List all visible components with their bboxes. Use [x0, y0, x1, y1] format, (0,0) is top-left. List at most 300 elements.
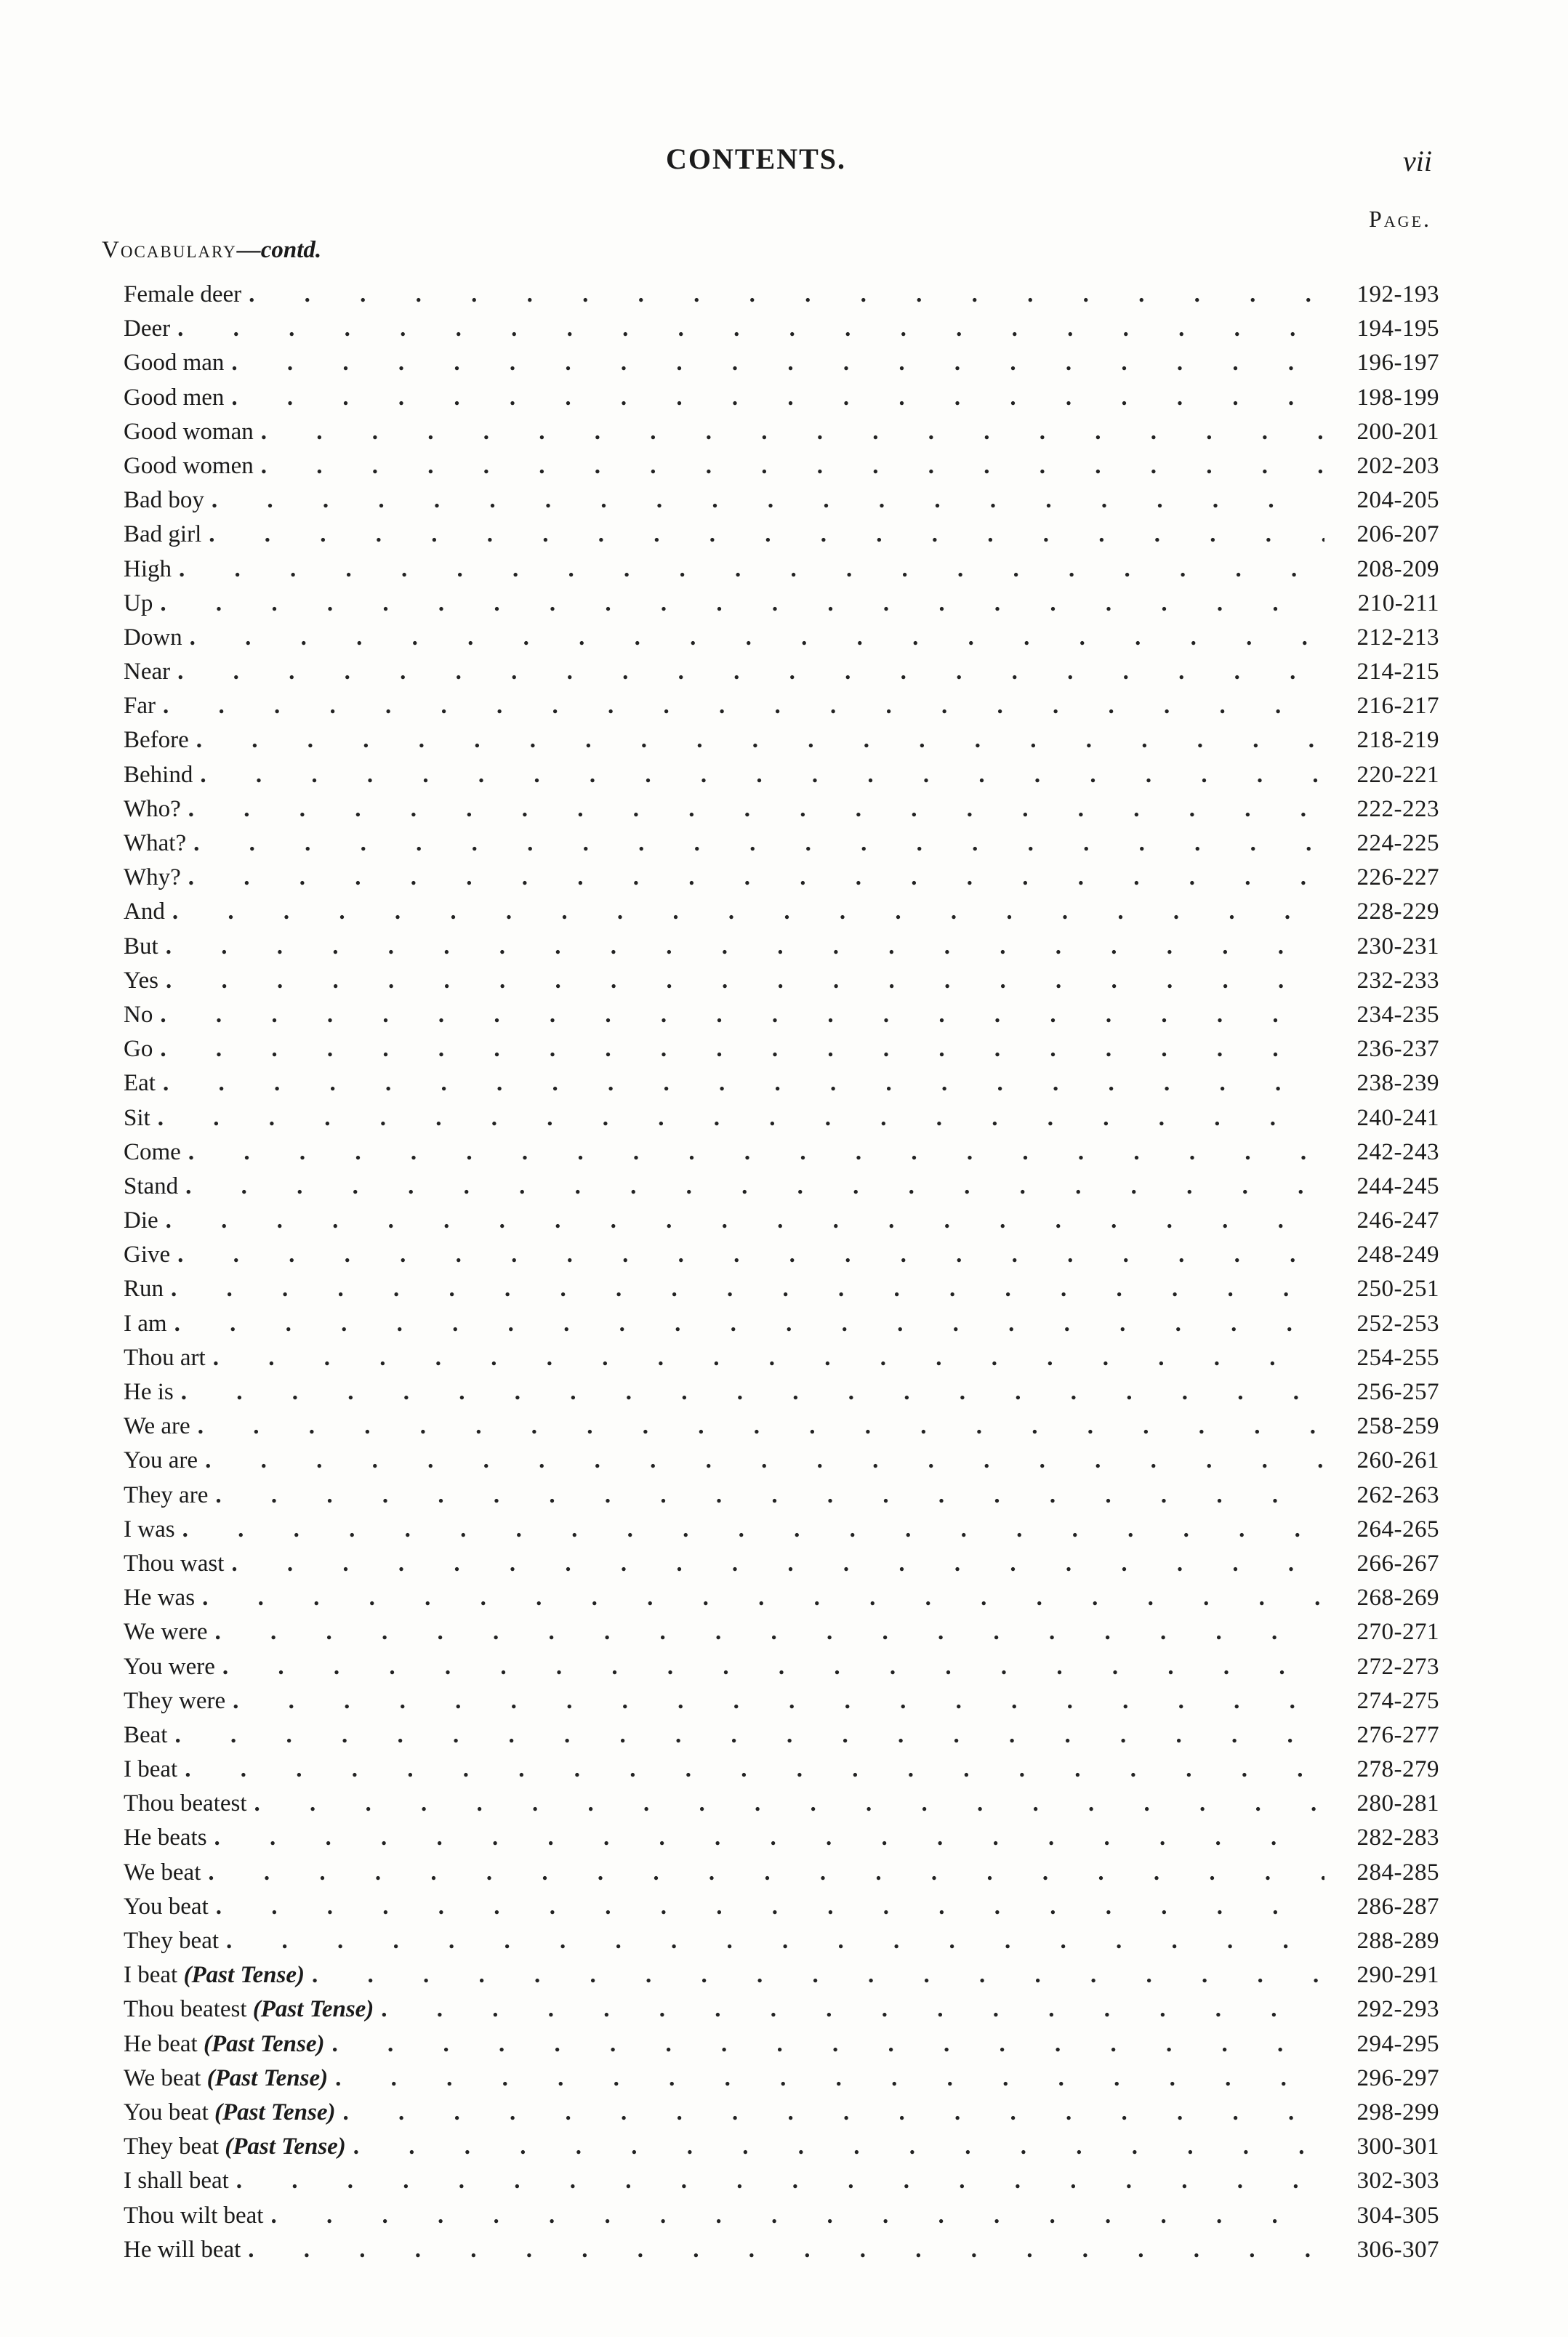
entry-page-range: 268-269: [1356, 1585, 1439, 1612]
entry-title: Bad boy: [124, 487, 204, 514]
entry-label: [124, 1684, 233, 1718]
contents-entry: [124, 964, 1439, 998]
entry-label: [124, 792, 188, 826]
entry-page-range: 198-199: [1356, 384, 1439, 411]
entry-title: Run: [124, 1276, 164, 1303]
entry-page-range: 200-201: [1356, 418, 1439, 445]
entry-page-range: 270-271: [1356, 1619, 1439, 1646]
dot-leader: [185, 1753, 1324, 1787]
entry-page-range: 212-213: [1356, 624, 1439, 651]
dot-leader: [188, 792, 1324, 826]
entry-page-range: 272-273: [1356, 1653, 1439, 1680]
contents-entry: [124, 1479, 1439, 1513]
dot-leader: [261, 415, 1324, 449]
entry-title: We beat: [124, 1859, 201, 1886]
dot-leader: [213, 1341, 1324, 1375]
entry-page-range: 262-263: [1356, 1481, 1439, 1508]
entry-title: They were: [124, 1687, 226, 1714]
dot-leader: [215, 1615, 1324, 1649]
contents-entry: [124, 1375, 1439, 1409]
dot-leader: [177, 312, 1324, 346]
entry-label: [124, 1787, 254, 1821]
dot-leader: [226, 1924, 1324, 1958]
entry-label: [124, 1547, 231, 1581]
entry-title: Up: [124, 590, 153, 616]
entry-title: You beat: [124, 1893, 209, 1920]
entry-tense-note: (Past Tense): [252, 1996, 374, 2023]
entry-title: We beat: [124, 2064, 201, 2091]
entry-title: Come: [124, 1138, 181, 1165]
dot-leader: [177, 1238, 1324, 1272]
entry-title: Yes: [124, 967, 159, 994]
dot-leader: [193, 826, 1324, 861]
contents-entry: [124, 621, 1439, 655]
contents-entry: [124, 723, 1439, 757]
entry-label: [124, 1170, 185, 1204]
entry-label: [124, 415, 261, 449]
entry-title: Good women: [124, 452, 254, 479]
entry-title: Why?: [124, 864, 181, 891]
entry-label: [124, 1753, 185, 1787]
dot-leader: [231, 1547, 1324, 1581]
entry-label: [124, 1958, 312, 1992]
entry-title: What?: [124, 830, 187, 856]
entry-label: [124, 1513, 182, 1547]
entry-label: [124, 278, 249, 312]
entry-title: Good man: [124, 350, 225, 377]
contents-entry: [124, 1753, 1439, 1787]
dot-leader: [160, 587, 1324, 621]
entry-title: Thou beatest: [124, 1790, 247, 1817]
entry-page-range: 228-229: [1356, 898, 1439, 925]
entry-title: But: [124, 933, 158, 960]
entry-title: You are: [124, 1447, 198, 1474]
entry-label: [124, 1135, 188, 1170]
entry-page-range: 256-257: [1356, 1379, 1439, 1405]
contents-entry: [124, 1547, 1439, 1581]
entry-page-range: 296-297: [1356, 2064, 1439, 2091]
contents-entry: [124, 1066, 1439, 1101]
contents-entry: [124, 2199, 1439, 2233]
entry-title: I beat: [124, 1962, 178, 1989]
dot-leader: [163, 689, 1324, 723]
contents-entry: [124, 1787, 1439, 1821]
entry-label: [124, 964, 166, 998]
entry-label: [124, 1204, 166, 1238]
contents-entry: [124, 1821, 1439, 1855]
dot-leader: [212, 483, 1324, 518]
entry-label: [124, 1718, 174, 1753]
contents-entry: [124, 2233, 1439, 2267]
entry-label: [124, 1101, 158, 1135]
entry-label: [124, 826, 193, 861]
entry-label: [124, 1341, 213, 1375]
entry-title: They beat: [124, 2133, 220, 2160]
entry-title: Thou wast: [124, 1550, 225, 1577]
contents-entry: [124, 930, 1439, 964]
entry-title: You were: [124, 1653, 215, 1680]
contents-entry: [124, 1924, 1439, 1958]
entry-label: [124, 1066, 163, 1101]
dot-leader: [188, 1135, 1324, 1170]
entry-title: They beat: [124, 1928, 220, 1954]
entry-title: Deer: [124, 315, 171, 342]
dot-leader: [343, 2096, 1324, 2130]
entry-page-range: 214-215: [1356, 659, 1439, 685]
page-column-label: Page.: [1369, 206, 1432, 232]
entry-tense-note: (Past Tense): [183, 1962, 305, 1989]
entry-page-range: 278-279: [1356, 1756, 1439, 1783]
entry-page-range: 254-255: [1356, 1344, 1439, 1371]
entry-title: Thou wilt beat: [124, 2202, 264, 2229]
entry-page-range: 224-225: [1356, 830, 1439, 856]
entry-label: [124, 1650, 222, 1684]
contents-entry: [124, 552, 1439, 587]
entry-label: [124, 2233, 248, 2267]
dot-leader: [270, 2199, 1324, 2233]
entry-label: [124, 1409, 198, 1444]
entry-title: He beats: [124, 1825, 207, 1851]
dot-leader: [190, 621, 1324, 655]
contents-entry: [124, 1650, 1439, 1684]
entry-page-range: 236-237: [1356, 1036, 1439, 1063]
entry-page-range: 284-285: [1356, 1859, 1439, 1886]
entry-label: [124, 2062, 335, 2096]
entry-page-range: 302-303: [1356, 2168, 1439, 2195]
contents-list: [124, 278, 1439, 2267]
entry-title: They are: [124, 1481, 209, 1508]
contents-entry: [124, 792, 1439, 826]
contents-entry: [124, 2164, 1439, 2198]
dot-leader: [254, 1787, 1324, 1821]
contents-entry: [124, 346, 1439, 380]
contents-entry: [124, 895, 1439, 929]
entry-title: Thou art: [124, 1344, 206, 1371]
dot-leader: [249, 278, 1324, 312]
entry-title: Behind: [124, 761, 193, 788]
dot-leader: [174, 1307, 1324, 1341]
entry-page-range: 260-261: [1356, 1447, 1439, 1474]
contents-entry: [124, 2130, 1439, 2164]
entry-page-range: 244-245: [1356, 1172, 1439, 1199]
contents-entry: [124, 1170, 1439, 1204]
entry-page-range: 242-243: [1356, 1138, 1439, 1165]
dot-leader: [185, 1170, 1324, 1204]
entry-page-range: 280-281: [1356, 1790, 1439, 1817]
dot-leader: [163, 1066, 1324, 1101]
contents-entry: [124, 587, 1439, 621]
dot-leader: [209, 518, 1324, 552]
dot-leader: [182, 1513, 1324, 1547]
dot-leader: [331, 2027, 1324, 2062]
entry-page-range: 248-249: [1356, 1242, 1439, 1268]
dot-leader: [181, 1375, 1324, 1409]
dot-leader: [166, 1204, 1324, 1238]
dot-leader: [171, 1272, 1324, 1306]
contents-entry: [124, 1856, 1439, 1890]
entry-tense-note: (Past Tense): [203, 2030, 325, 2057]
entry-tense-note: (Past Tense): [225, 2133, 346, 2160]
dot-leader: [188, 861, 1324, 895]
entry-page-range: 210-211: [1357, 590, 1439, 616]
entry-title: Stand: [124, 1172, 179, 1199]
entry-page-range: 232-233: [1356, 967, 1439, 994]
entry-label: [124, 2096, 343, 2130]
entry-title: Before: [124, 727, 189, 754]
dot-leader: [381, 1992, 1324, 2027]
entry-title: Beat: [124, 1721, 168, 1748]
contents-entry: [124, 1341, 1439, 1375]
entry-label: [124, 1581, 202, 1615]
entry-label: [124, 723, 196, 757]
entry-page-range: 202-203: [1356, 452, 1439, 479]
entry-title: Far: [124, 693, 156, 720]
entry-page-range: 206-207: [1356, 521, 1439, 548]
entry-page-range: 264-265: [1356, 1516, 1439, 1542]
dot-leader: [222, 1650, 1324, 1684]
contents-entry: [124, 1581, 1439, 1615]
entry-title: He is: [124, 1379, 174, 1405]
entry-label: [124, 312, 177, 346]
contents-entry: [124, 655, 1439, 689]
entry-title: We were: [124, 1619, 208, 1646]
entry-title: He was: [124, 1585, 196, 1612]
entry-page-range: 240-241: [1356, 1104, 1439, 1131]
entry-page-range: 218-219: [1356, 727, 1439, 754]
entry-label: [124, 2199, 270, 2233]
dot-leader: [166, 964, 1324, 998]
contents-entry: [124, 2062, 1439, 2096]
entry-page-range: 266-267: [1356, 1550, 1439, 1577]
dot-leader: [208, 1856, 1324, 1890]
contents-entry: [124, 1307, 1439, 1341]
contents-entry: [124, 826, 1439, 861]
entry-label: [124, 895, 172, 929]
contents-entry: [124, 2096, 1439, 2130]
entry-label: [124, 1856, 208, 1890]
entry-label: [124, 930, 166, 964]
entry-page-range: 238-239: [1356, 1070, 1439, 1097]
contents-entry: [124, 449, 1439, 483]
contents-entry: [124, 312, 1439, 346]
contents-entry: [124, 1204, 1439, 1238]
entry-label: [124, 2130, 353, 2164]
entry-label: [124, 2164, 236, 2198]
entry-title: I beat: [124, 1756, 178, 1783]
entry-title: Who?: [124, 795, 181, 822]
dot-leader: [233, 1684, 1324, 1718]
entry-page-range: 226-227: [1356, 864, 1439, 891]
entry-label: [124, 483, 212, 518]
dot-leader: [214, 1821, 1324, 1855]
contents-entry: [124, 278, 1439, 312]
entry-label: [124, 1615, 215, 1649]
entry-page-range: 258-259: [1356, 1413, 1439, 1440]
dot-leader: [196, 723, 1324, 757]
entry-title: And: [124, 898, 165, 925]
entry-page-range: 306-307: [1356, 2236, 1439, 2263]
entry-title: Near: [124, 659, 171, 685]
dot-leader: [353, 2130, 1324, 2164]
contents-entry: [124, 1272, 1439, 1306]
entry-label: [124, 518, 209, 552]
entry-label: [124, 861, 188, 895]
entry-title: Die: [124, 1207, 158, 1234]
dot-leader: [236, 2164, 1324, 2198]
contents-entry: [124, 1238, 1439, 1272]
entry-title: He will beat: [124, 2236, 241, 2263]
entry-page-range: 246-247: [1356, 1207, 1439, 1234]
entry-label: [124, 381, 231, 415]
contents-entry: [124, 1718, 1439, 1753]
dot-leader: [335, 2062, 1324, 2096]
entry-label: [124, 998, 160, 1032]
entry-title: I am: [124, 1310, 167, 1337]
entry-page-range: 294-295: [1356, 2030, 1439, 2057]
contents-entry: [124, 1135, 1439, 1170]
contents-entry: [124, 998, 1439, 1032]
entry-page-range: 290-291: [1356, 1962, 1439, 1989]
entry-label: [124, 1444, 205, 1478]
entry-page-range: 292-293: [1356, 1996, 1439, 2023]
dot-leader: [231, 381, 1324, 415]
entry-title: Good woman: [124, 418, 254, 445]
dot-leader: [198, 1409, 1324, 1444]
entry-page-range: 194-195: [1356, 315, 1439, 342]
entry-page-range: 286-287: [1356, 1893, 1439, 1920]
entry-title: Give: [124, 1242, 171, 1268]
entry-page-range: 250-251: [1356, 1276, 1439, 1303]
entry-label: [124, 587, 160, 621]
contents-entry: [124, 1615, 1439, 1649]
dot-leader: [177, 655, 1324, 689]
dot-leader: [174, 1718, 1324, 1753]
entry-title: High: [124, 555, 172, 582]
contents-entry: [124, 518, 1439, 552]
contents-entry: [124, 758, 1439, 792]
entry-page-range: 196-197: [1356, 350, 1439, 377]
page-title: CONTENTS.: [665, 142, 847, 175]
entry-tense-note: (Past Tense): [214, 2099, 336, 2125]
dot-leader: [215, 1479, 1324, 1513]
entry-label: [124, 1307, 174, 1341]
entry-title: No: [124, 1001, 153, 1028]
dot-leader: [160, 998, 1324, 1032]
entry-title: He beat: [124, 2030, 198, 2057]
entry-label: [124, 621, 190, 655]
entry-label: [124, 346, 231, 380]
entry-tense-note: (Past Tense): [206, 2064, 329, 2091]
dot-leader: [216, 1890, 1324, 1924]
dot-leader: [172, 895, 1324, 929]
entry-page-range: 276-277: [1356, 1721, 1439, 1748]
entry-title: Go: [124, 1036, 153, 1063]
section-continuation: —contd.: [236, 237, 322, 263]
entry-label: [124, 1992, 381, 2027]
entry-page-range: 282-283: [1356, 1825, 1439, 1851]
entry-label: [124, 1890, 216, 1924]
entry-page-range: 230-231: [1356, 933, 1439, 960]
contents-entry: [124, 415, 1439, 449]
contents-entry: [124, 689, 1439, 723]
entry-page-range: 192-193: [1356, 281, 1439, 307]
entry-page-range: 220-221: [1356, 761, 1439, 788]
entry-title: I shall beat: [124, 2168, 229, 2195]
dot-leader: [202, 1581, 1324, 1615]
entry-page-range: 288-289: [1356, 1928, 1439, 1954]
entry-label: [124, 449, 261, 483]
contents-entry: [124, 1684, 1439, 1718]
dot-leader: [205, 1444, 1324, 1478]
entry-label: [124, 1924, 226, 1958]
contents-entry: [124, 1992, 1439, 2027]
entry-label: [124, 1272, 171, 1306]
entry-page-range: 216-217: [1356, 693, 1439, 720]
entry-page-range: 234-235: [1356, 1001, 1439, 1028]
section-heading: [102, 237, 321, 264]
entry-title: We are: [124, 1413, 190, 1440]
entry-label: [124, 1821, 214, 1855]
entry-label: [124, 1238, 177, 1272]
dot-leader: [248, 2233, 1324, 2267]
section-name: Vocabulary: [102, 237, 237, 263]
dot-leader: [160, 1032, 1324, 1066]
dot-leader: [166, 930, 1324, 964]
contents-entry: [124, 1513, 1439, 1547]
entry-label: [124, 2027, 331, 2062]
dot-leader: [158, 1101, 1324, 1135]
entry-label: [124, 689, 163, 723]
entry-label: [124, 552, 179, 587]
entry-page-range: 298-299: [1356, 2099, 1439, 2125]
dot-leader: [179, 552, 1324, 587]
contents-entry: [124, 861, 1439, 895]
dot-leader: [231, 346, 1324, 380]
page-number: vii: [1403, 145, 1432, 177]
contents-entry: [124, 483, 1439, 518]
dot-leader: [200, 758, 1324, 792]
entry-title: Female deer: [124, 281, 242, 307]
entry-page-range: 208-209: [1356, 555, 1439, 582]
dot-leader: [312, 1958, 1324, 1992]
entry-title: Eat: [124, 1070, 156, 1097]
entry-label: [124, 758, 200, 792]
entry-title: Sit: [124, 1104, 150, 1131]
contents-entry: [124, 1409, 1439, 1444]
contents-entry: [124, 1444, 1439, 1478]
contents-entry: [124, 2027, 1439, 2062]
entry-page-range: 252-253: [1356, 1310, 1439, 1337]
entry-page-range: 300-301: [1356, 2133, 1439, 2160]
entry-title: You beat: [124, 2099, 209, 2125]
contents-entry: [124, 1032, 1439, 1066]
entry-title: Down: [124, 624, 182, 651]
entry-label: [124, 1032, 160, 1066]
dot-leader: [261, 449, 1324, 483]
contents-entry: [124, 1101, 1439, 1135]
entry-page-range: 222-223: [1356, 795, 1439, 822]
entry-page-range: 304-305: [1356, 2202, 1439, 2229]
entry-label: [124, 655, 177, 689]
contents-entry: [124, 1890, 1439, 1924]
entry-label: [124, 1375, 181, 1409]
entry-page-range: 204-205: [1356, 487, 1439, 514]
entry-title: Thou beatest: [124, 1996, 247, 2023]
entry-label: [124, 1479, 215, 1513]
entry-title: Bad girl: [124, 521, 202, 548]
entry-page-range: 274-275: [1356, 1687, 1439, 1714]
contents-entry: [124, 381, 1439, 415]
